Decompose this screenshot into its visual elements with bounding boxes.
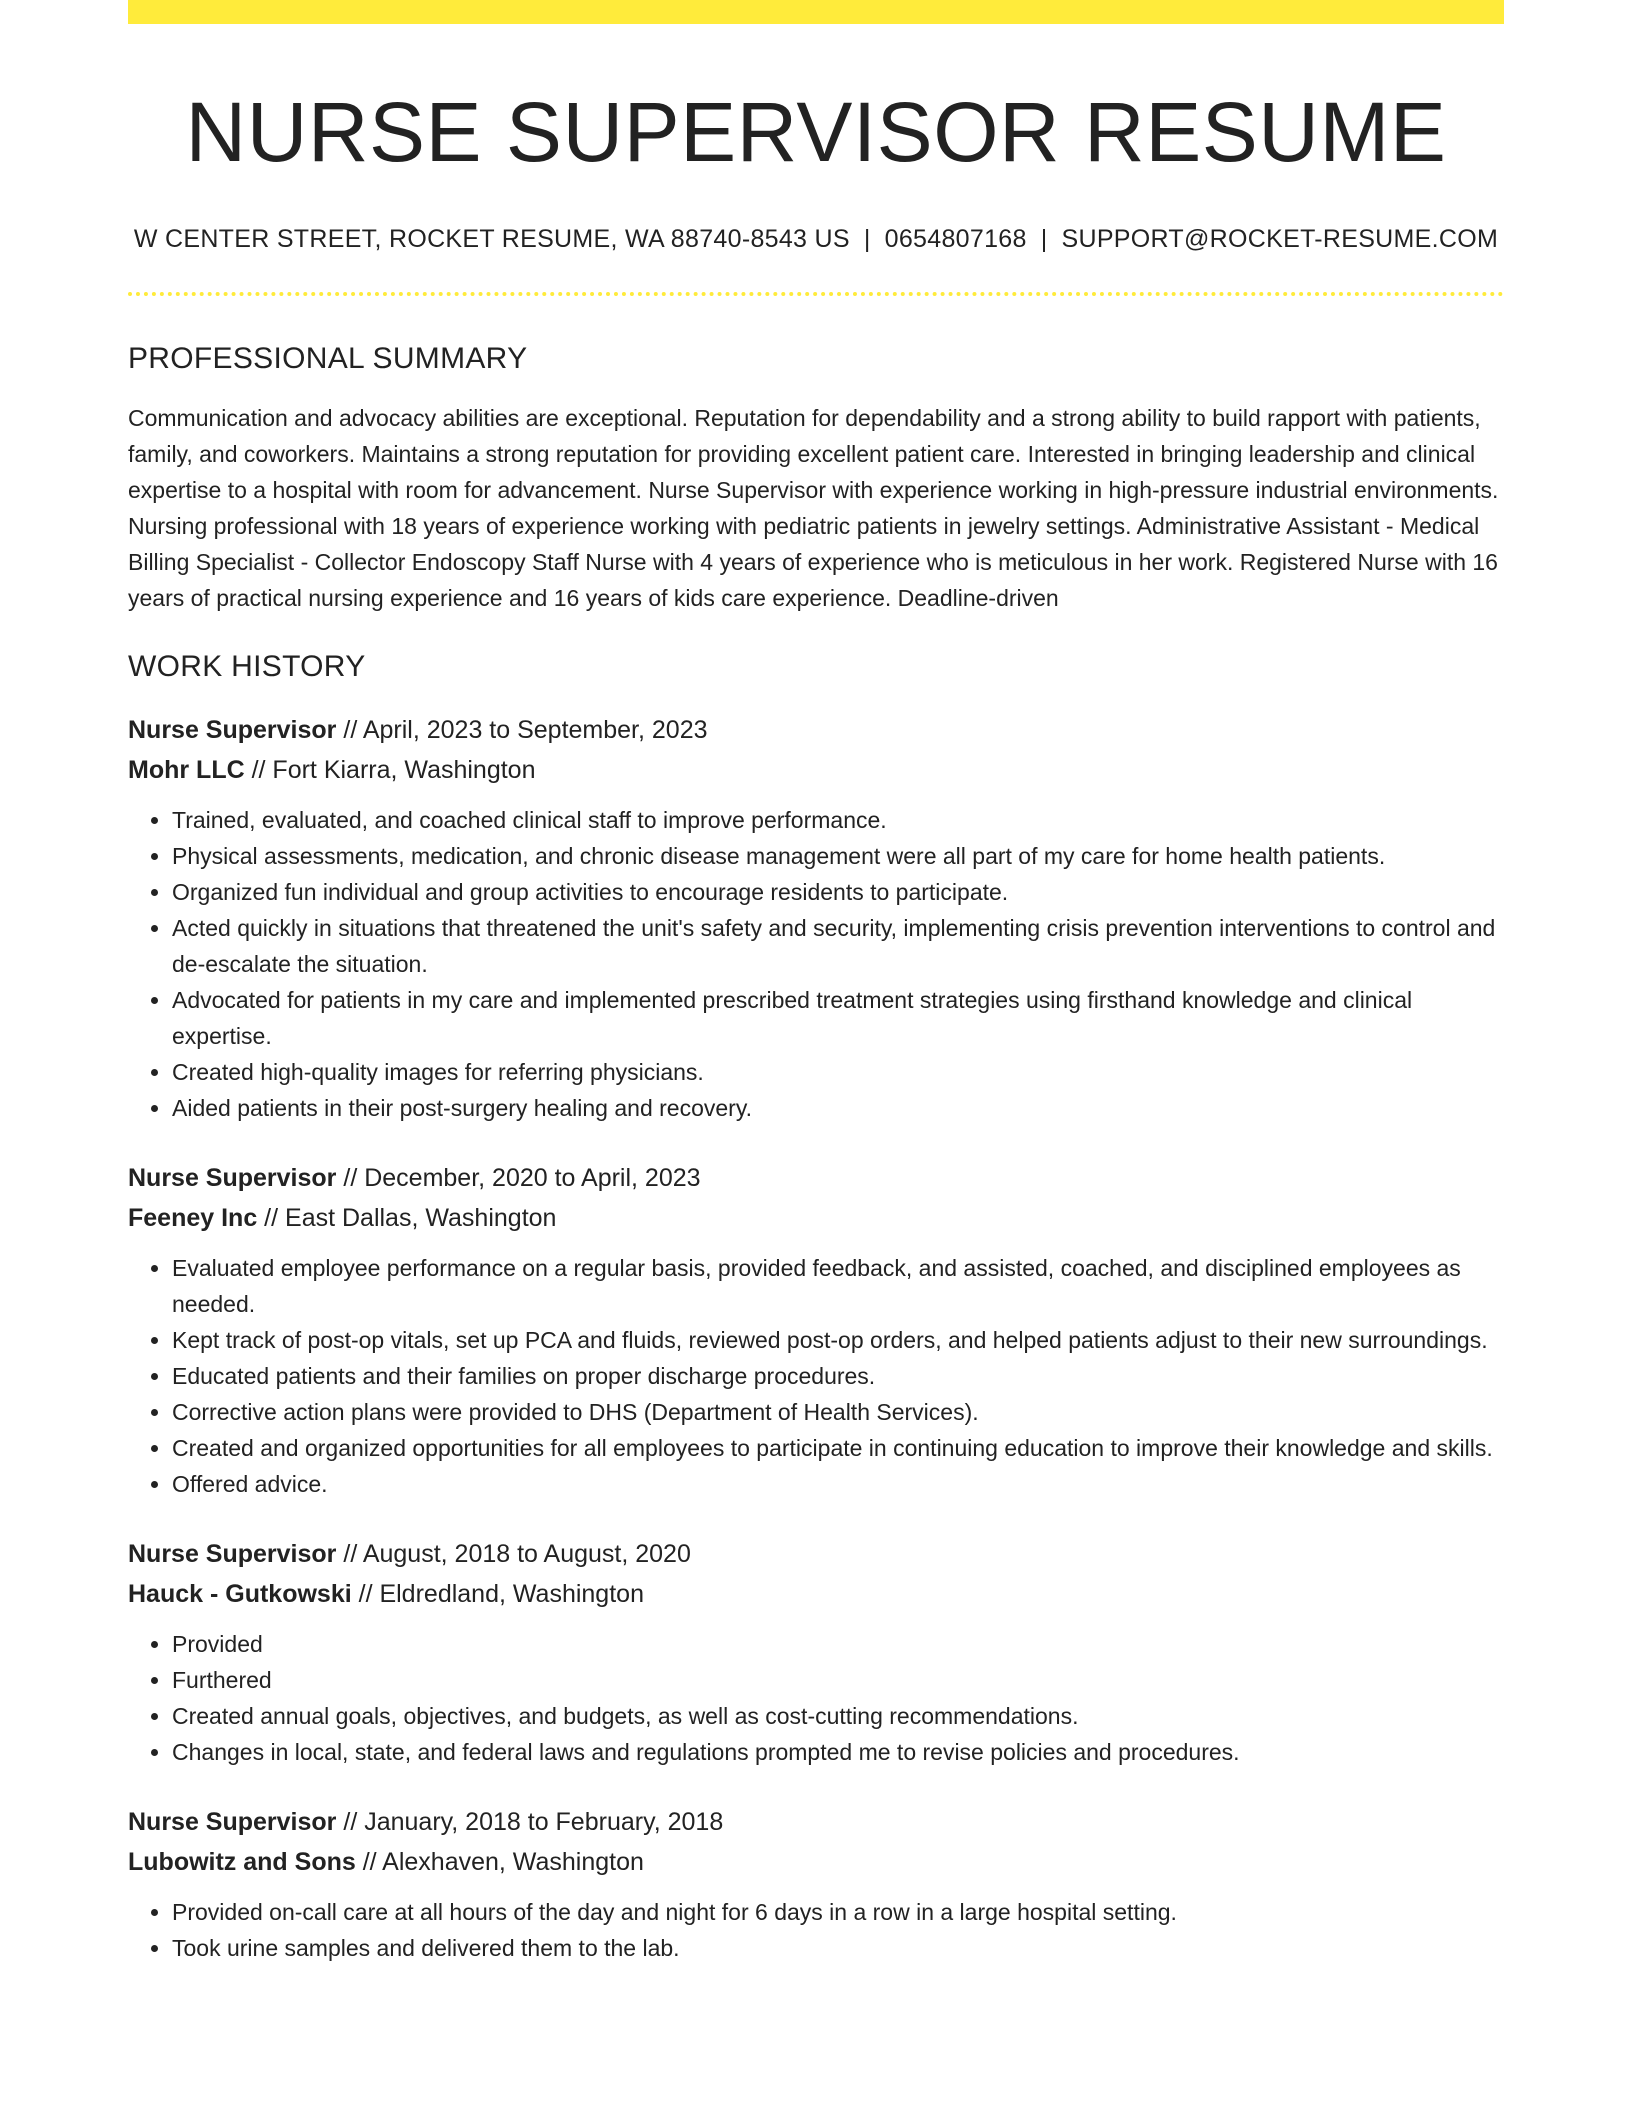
list-item: • Created annual goals, objectives, and budgets, as well as cost-cutting recommendations. [172, 1698, 1504, 1734]
job-dates: // December, 2020 to April, 2023 [336, 1163, 701, 1192]
list-item: • Aided patients in their post-surgery healing and recovery. [172, 1090, 1504, 1126]
resume-page [128, 0, 1504, 1966]
job-dates: // April, 2023 to September, 2023 [336, 715, 708, 744]
list-item: • Created high-quality images for referring physicians. [172, 1054, 1504, 1090]
job-entry [128, 1802, 1504, 1966]
contact-separator: | [863, 224, 871, 253]
job-company-line [128, 1198, 1504, 1238]
list-item: • Kept track of post-op vitals, set up PCA and fluids, reviewed post-op orders, and helped patients adjust to their new surroundings. [172, 1322, 1504, 1358]
job-location: // East Dallas, Washington [257, 1203, 557, 1232]
resume-title: NURSE SUPERVISOR RESUME [185, 85, 1447, 179]
job-company: Feeney Inc [128, 1203, 258, 1232]
top-accent-bar [128, 0, 1504, 24]
job-company-line [128, 750, 1504, 790]
job-company-line [128, 1842, 1504, 1882]
list-item: • Took urine samples and delivered them to the lab. [172, 1930, 1504, 1966]
contact-phone: 0654807168 [884, 224, 1027, 253]
list-item: • Trained, evaluated, and coached clinical staff to improve performance. [172, 802, 1504, 838]
list-item: • Provided on-call care at all hours of the day and night for 6 days in a row in a large hospital setting. [172, 1894, 1504, 1930]
job-location: // Eldredland, Washington [351, 1579, 644, 1608]
list-item: • Furthered [172, 1662, 1504, 1698]
job-location: // Alexhaven, Washington [355, 1847, 644, 1876]
job-company-line [128, 1574, 1504, 1614]
list-item: • Offered advice. [172, 1466, 1504, 1502]
job-entry [128, 1158, 1504, 1502]
list-item: • Organized fun individual and group activities to encourage residents to participate. [172, 874, 1504, 910]
list-item: • Evaluated employee performance on a regular basis, provided feedback, and assisted, coached, and disciplined employees as needed. [172, 1250, 1504, 1322]
contact-email: SUPPORT@ROCKET-RESUME.COM [1061, 224, 1499, 253]
job-dates: // January, 2018 to February, 2018 [336, 1807, 724, 1836]
list-item: • Educated patients and their families on proper discharge procedures. [172, 1358, 1504, 1394]
list-item: • Corrective action plans were provided to DHS (Department of Health Services). [172, 1394, 1504, 1430]
list-item: • Created and organized opportunities for all employees to participate in continuing education to improve their knowledge and skills. [172, 1430, 1504, 1466]
job-company: Lubowitz and Sons [128, 1847, 356, 1876]
contact-line [128, 225, 1504, 254]
job-role: Nurse Supervisor [128, 1539, 337, 1568]
job-role: Nurse Supervisor [128, 1807, 337, 1836]
job-role: Nurse Supervisor [128, 1163, 337, 1192]
list-item: • Advocated for patients in my care and implemented prescribed treatment strategies using firsthand knowledge and clinical expertise. [172, 982, 1504, 1054]
list-item: • Provided [172, 1626, 1504, 1662]
job-duties-list [128, 1626, 1504, 1770]
list-item: • Physical assessments, medication, and chronic disease management were all part of my care for home health patients. [172, 838, 1504, 874]
job-title-line [128, 1802, 1504, 1842]
job-company: Hauck - Gutkowski [128, 1579, 352, 1608]
job-duties-list [128, 1250, 1504, 1502]
list-item: • Acted quickly in situations that threatened the unit's safety and security, implementing crisis prevention interventions to control and de-escalate the situation. [172, 910, 1504, 982]
job-role: Nurse Supervisor [128, 715, 337, 744]
job-duties-list [128, 1894, 1504, 1966]
list-item: • Changes in local, state, and federal laws and regulations prompted me to revise policies and procedures. [172, 1734, 1504, 1770]
dotted-divider [128, 292, 1504, 296]
job-title-line [128, 1158, 1504, 1198]
work-history-list [128, 710, 1504, 1966]
job-title-line [128, 710, 1504, 750]
job-company: Mohr LLC [128, 755, 245, 784]
job-entry [128, 710, 1504, 1126]
job-title-line [128, 1534, 1504, 1574]
job-location: // Fort Kiarra, Washington [244, 755, 536, 784]
contact-separator: | [1040, 224, 1048, 253]
job-entry [128, 1534, 1504, 1770]
job-duties-list [128, 802, 1504, 1126]
summary-text: Communication and advocacy abilities are exceptional. Reputation for dependability and a strong ability to build rapport with patients, family, and coworkers. Maintains a strong reputation for providing excellent patient care. Interested in bringing leadership and clinical expertise to a hospital with room for advancement. Nurse Supervisor with experience working in high-pressure industrial environments. Nursing professional with 18 years of experience working with pediatric patients in jewelry settings. Administrative Assistant - Medical Billing Specialist - Collector Endoscopy Staff Nurse with 4 years of experience who is meticulous in her work. Registered Nurse with 16 years of practical nursing experience and 16 years of kids care experience. Deadline-driven [128, 404, 1499, 611]
summary-heading: PROFESSIONAL SUMMARY [128, 341, 528, 375]
job-dates: // August, 2018 to August, 2020 [336, 1539, 691, 1568]
work-history-heading: WORK HISTORY [128, 649, 366, 683]
contact-address: W CENTER STREET, ROCKET RESUME, WA 88740-8543 US [133, 224, 850, 253]
